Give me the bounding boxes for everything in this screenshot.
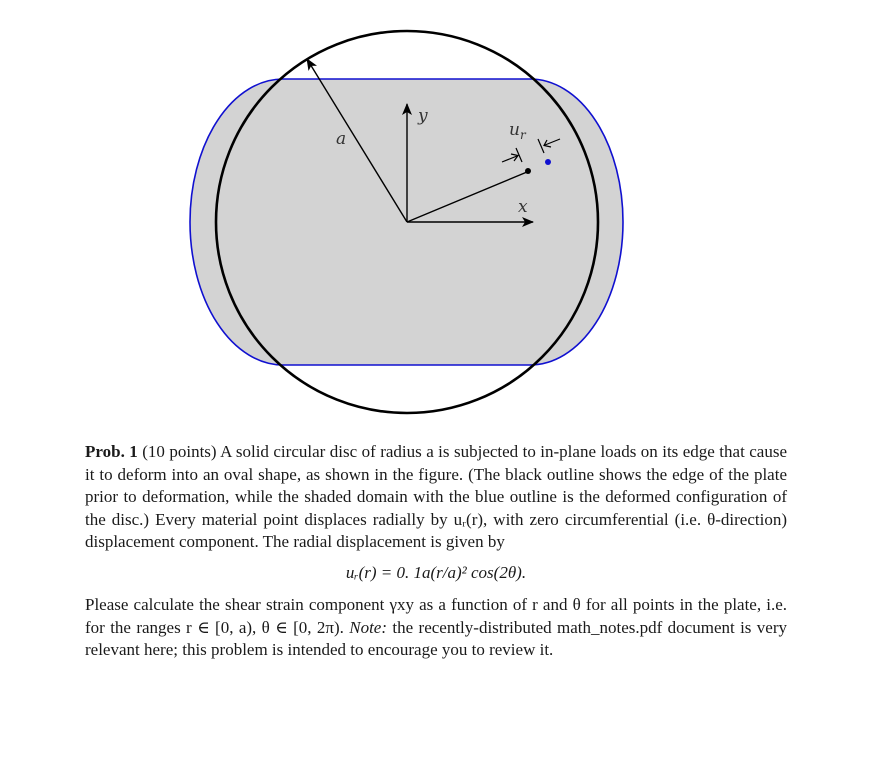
equation-text: uᵣ(r) = 0. 1a(r/a)² cos(2θ).	[345, 562, 527, 582]
problem-intro-paragraph	[85, 441, 787, 554]
problem-question-text: Please calculate the shear strain component γxy as a function of r and θ for all points in the plate, i.e. for the ranges r ∈ [0, a), θ ∈ [0, 2π).	[85, 595, 787, 637]
problem-statement	[85, 441, 787, 662]
original-material-point	[525, 168, 531, 174]
y-axis-label: y	[418, 106, 428, 126]
deformed-material-point	[545, 159, 551, 165]
x-axis-label: x	[518, 197, 528, 217]
problem-heading: Prob. 1	[85, 442, 138, 461]
note-text: the recently-distributed math_notes.pdf document is very relevant here; this problem is intended to encourage you to review it.	[85, 617, 787, 659]
ur-label: $u_r$	[509, 120, 526, 142]
problem-question-paragraph	[85, 594, 787, 662]
radius-label: a	[336, 129, 347, 149]
note-label: Note:	[349, 617, 388, 637]
problem-intro-text: (10 points) A solid circular disc of radius a is subjected to in-plane loads on its edge that cause it to deform into an oval shape, as shown in the figure. (The black outline shows the edge of the plate prior to deformation, while the shaded domain with the blue outline is the deformed configuration of the disc.) Every material point displaces radially by uᵣ(r), with zero circumferential (i.e. θ-direction) displacement component. The radial displacement is given by	[85, 442, 787, 551]
displacement-equation	[85, 562, 787, 585]
